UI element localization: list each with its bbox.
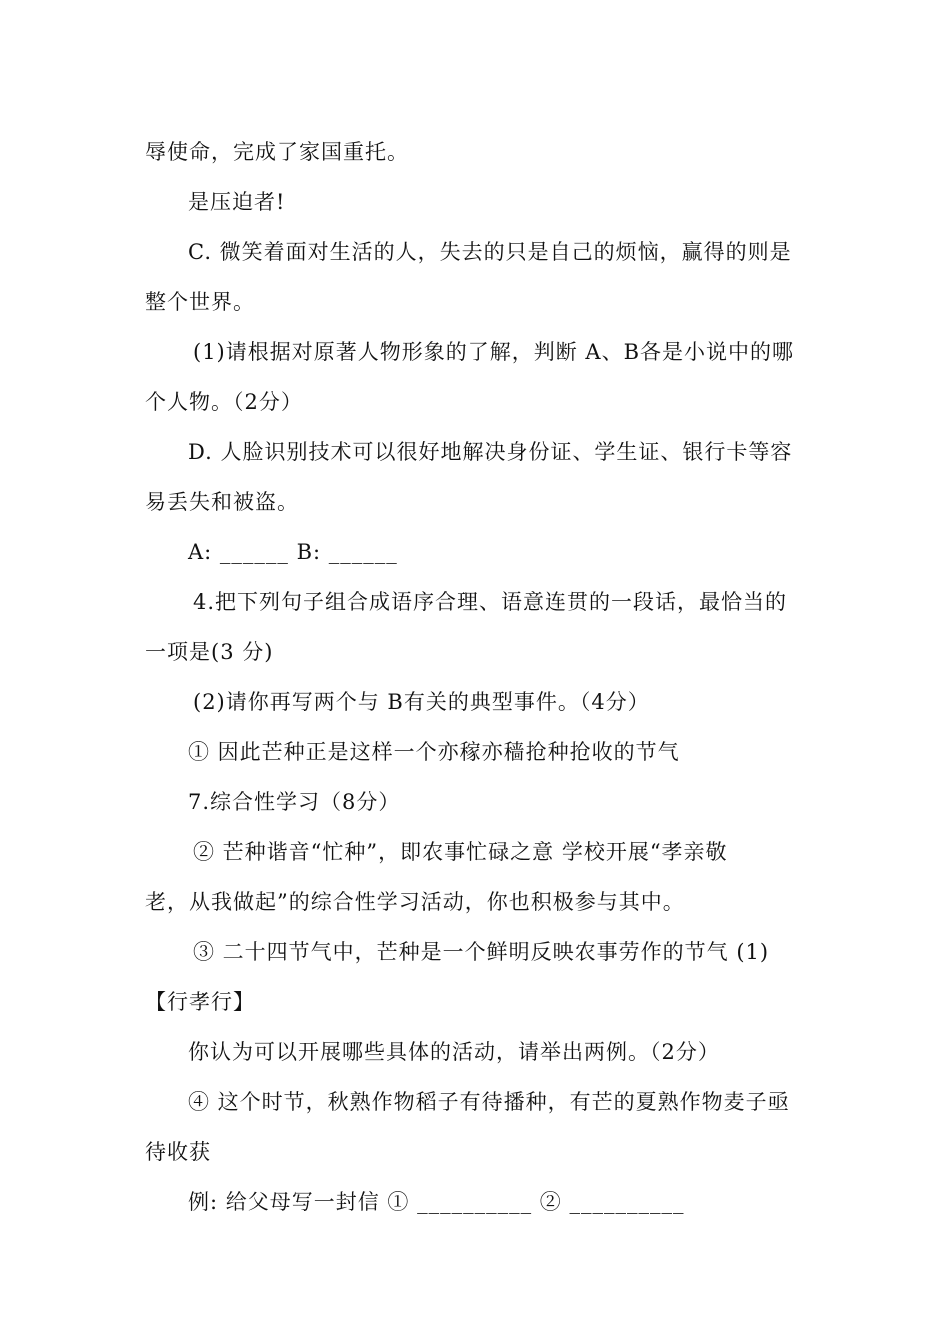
text-line: 是压迫者!: [188, 190, 286, 214]
text-line: 4.把下列句子组合成语序合理、语意连贯的一段话，最恰当的: [193, 590, 788, 614]
text-line: 一项是(3 分): [145, 640, 274, 664]
text-line: (2)请你再写两个与 B有关的典型事件。（4分）: [193, 690, 650, 714]
text-line: 你认为可以开展哪些具体的活动，请举出两例。（2分）: [188, 1040, 720, 1064]
text-line: 个人物。（2分）: [145, 390, 303, 414]
text-line: 例: 给父母写一封信 ① __________ ② __________: [188, 1190, 685, 1214]
text-line: 易丢失和被盗。: [145, 490, 299, 514]
text-line: D. 人脸识别技术可以很好地解决身份证、学生证、银行卡等容: [188, 440, 793, 464]
text-line: C. 微笑着面对生活的人，失去的只是自己的烦恼，赢得的则是: [188, 240, 792, 264]
text-line: ③ 二十四节气中，芒种是一个鲜明反映农事劳作的节气 (1): [193, 940, 770, 964]
text-line: 老，从我做起”的综合性学习活动，你也积极参与其中。: [145, 890, 685, 914]
text-line: 待收获: [145, 1140, 211, 1164]
text-line: A: ______ B: ______: [188, 540, 398, 564]
text-line: ④ 这个时节，秋熟作物稻子有待播种，有芒的夏熟作物麦子亟: [188, 1090, 790, 1114]
text-line: ① 因此芒种正是这样一个亦稼亦穑抢种抢收的节气: [188, 740, 680, 764]
text-line: 辱使命，完成了家国重托。: [145, 140, 409, 164]
text-line: 7.综合性学习（8分）: [188, 790, 401, 814]
text-line: ② 芒种谐音“忙种”，即农事忙碌之意 学校开展“孝亲敬: [193, 840, 728, 864]
text-line: 【行孝行】: [145, 990, 255, 1014]
text-line: (1)请根据对原著人物形象的了解，判断 A、B各是小说中的哪: [193, 340, 795, 364]
text-line: 整个世界。: [145, 290, 255, 314]
